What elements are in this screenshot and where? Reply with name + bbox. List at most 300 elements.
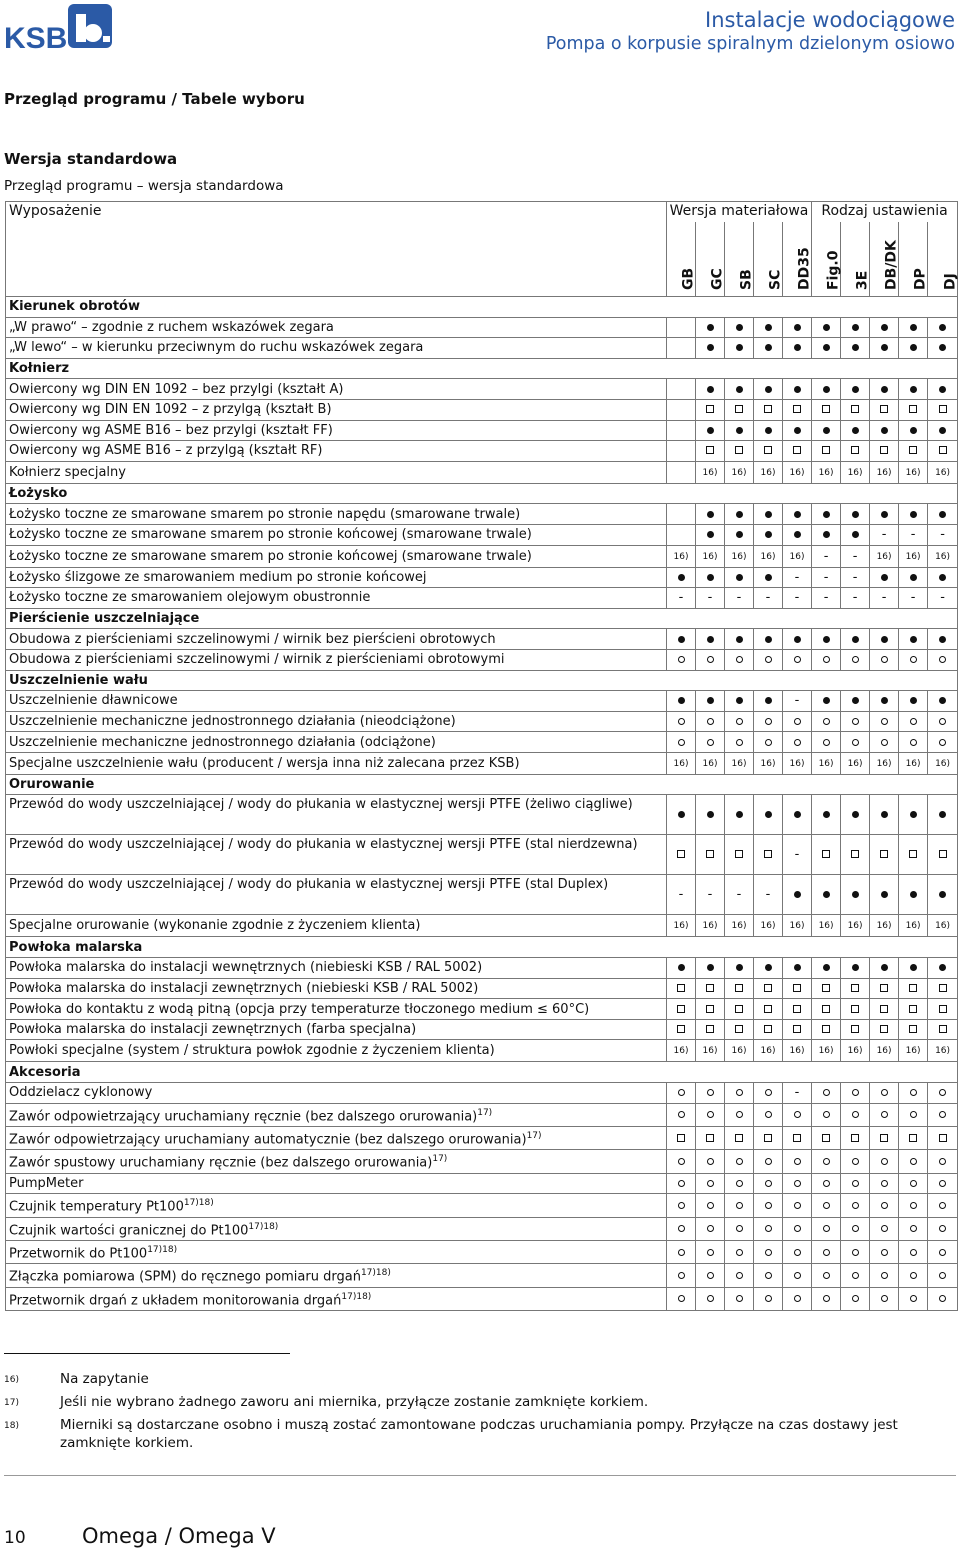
option-circle-icon bbox=[881, 656, 888, 663]
table-row bbox=[6, 1240, 958, 1263]
table-cell bbox=[870, 567, 899, 588]
table-cell bbox=[696, 441, 725, 462]
table-cell bbox=[725, 1173, 754, 1194]
table-cell bbox=[696, 317, 725, 338]
option-circle-icon bbox=[823, 1158, 830, 1165]
table-cell bbox=[696, 999, 725, 1020]
table-cell bbox=[754, 978, 783, 999]
table-cell bbox=[841, 752, 870, 774]
footnote-ref: 16) bbox=[876, 758, 892, 769]
table-cell bbox=[812, 1019, 841, 1040]
column-header bbox=[870, 222, 899, 297]
table-cell bbox=[725, 588, 754, 609]
standard-dot-icon bbox=[707, 964, 714, 971]
table-cell bbox=[667, 978, 696, 999]
option-square-icon bbox=[822, 984, 830, 992]
row-label-text: Kołnierz specjalny bbox=[9, 464, 126, 480]
column-header-label: DJ bbox=[942, 273, 959, 290]
not-available-dash: - bbox=[707, 887, 713, 903]
table-cell bbox=[812, 1150, 841, 1173]
table-cell bbox=[928, 795, 958, 835]
table-cell bbox=[812, 1103, 841, 1126]
category-row bbox=[6, 937, 958, 958]
option-square-icon bbox=[735, 405, 743, 413]
table-cell bbox=[812, 1083, 841, 1104]
table-cell bbox=[899, 1019, 928, 1040]
table-cell bbox=[928, 1287, 958, 1310]
option-circle-icon bbox=[736, 1180, 743, 1187]
standard-dot-icon bbox=[939, 344, 946, 351]
table-cell bbox=[841, 1240, 870, 1263]
table-cell bbox=[870, 1194, 899, 1217]
table-cell bbox=[899, 588, 928, 609]
table-cell bbox=[754, 545, 783, 567]
table-cell bbox=[899, 711, 928, 732]
standard-dot-icon bbox=[678, 697, 685, 704]
option-square-icon bbox=[909, 446, 917, 454]
table-cell bbox=[696, 399, 725, 420]
option-square-icon bbox=[939, 984, 947, 992]
row-label bbox=[6, 1040, 667, 1062]
option-square-icon bbox=[735, 1134, 743, 1142]
standard-dot-icon bbox=[823, 697, 830, 704]
table-cell bbox=[812, 1240, 841, 1263]
standard-dot-icon bbox=[765, 324, 772, 331]
footnote-number: 18) bbox=[4, 1421, 19, 1431]
table-cell bbox=[783, 795, 812, 835]
not-available-dash: - bbox=[765, 590, 771, 606]
table-cell bbox=[899, 379, 928, 400]
table-cell bbox=[841, 999, 870, 1020]
table-cell bbox=[783, 338, 812, 359]
table-cell bbox=[841, 524, 870, 545]
row-label bbox=[6, 835, 667, 875]
row-label-text: Pierścienie uszczelniające bbox=[9, 611, 200, 627]
option-circle-icon bbox=[910, 1249, 917, 1256]
table-cell bbox=[754, 1194, 783, 1217]
table-cell bbox=[870, 317, 899, 338]
table-cell bbox=[870, 835, 899, 875]
table-row bbox=[6, 978, 958, 999]
option-circle-icon bbox=[736, 1202, 743, 1209]
option-circle-icon bbox=[823, 718, 830, 725]
table-cell bbox=[928, 338, 958, 359]
table-cell bbox=[754, 504, 783, 525]
table-row bbox=[6, 711, 958, 732]
footnote-ref: 16) bbox=[673, 1046, 689, 1057]
table-cell bbox=[667, 1173, 696, 1194]
table-cell bbox=[812, 1173, 841, 1194]
option-square-icon bbox=[735, 1005, 743, 1013]
table-cell bbox=[870, 795, 899, 835]
table-cell bbox=[725, 317, 754, 338]
table-cell bbox=[783, 1287, 812, 1310]
table-cell bbox=[841, 1217, 870, 1240]
standard-dot-icon bbox=[939, 811, 946, 818]
option-circle-icon bbox=[765, 1295, 772, 1302]
option-circle-icon bbox=[910, 1295, 917, 1302]
footnote-ref: 16) bbox=[731, 1046, 747, 1057]
row-label bbox=[6, 999, 667, 1020]
column-header bbox=[841, 222, 870, 297]
option-circle-icon bbox=[765, 1158, 772, 1165]
table-cell bbox=[725, 379, 754, 400]
row-label bbox=[6, 795, 667, 835]
table-cell bbox=[870, 915, 899, 937]
not-available-dash: - bbox=[823, 548, 829, 564]
table-cell bbox=[754, 732, 783, 753]
not-available-dash: - bbox=[794, 1085, 800, 1101]
table-row bbox=[6, 1217, 958, 1240]
row-label bbox=[6, 875, 667, 915]
standard-dot-icon bbox=[707, 811, 714, 818]
row-label bbox=[6, 504, 667, 525]
table-cell bbox=[667, 732, 696, 753]
table-row bbox=[6, 835, 958, 875]
standard-dot-icon bbox=[736, 636, 743, 643]
option-circle-icon bbox=[794, 1158, 801, 1165]
standard-dot-icon bbox=[823, 891, 830, 898]
not-available-dash: - bbox=[794, 590, 800, 606]
table-cell bbox=[841, 958, 870, 979]
not-available-dash: - bbox=[794, 693, 800, 709]
table-cell bbox=[841, 795, 870, 835]
header-title: Instalacje wodociągowe bbox=[705, 8, 955, 32]
svg-text:KSB: KSB bbox=[4, 22, 68, 52]
option-square-icon bbox=[851, 1134, 859, 1142]
table-cell bbox=[783, 1126, 812, 1149]
footnote-ref: 16) bbox=[760, 921, 776, 932]
table-cell bbox=[899, 338, 928, 359]
table-cell bbox=[870, 649, 899, 670]
row-label bbox=[6, 1287, 667, 1310]
standard-dot-icon bbox=[707, 386, 714, 393]
row-label bbox=[6, 379, 667, 400]
table-cell bbox=[667, 649, 696, 670]
table-cell bbox=[812, 420, 841, 441]
option-circle-icon bbox=[707, 739, 714, 746]
standard-dot-icon bbox=[736, 697, 743, 704]
table-cell bbox=[870, 545, 899, 567]
row-label bbox=[6, 420, 667, 441]
table-cell bbox=[899, 732, 928, 753]
table-cell bbox=[841, 732, 870, 753]
table-cell bbox=[783, 732, 812, 753]
table-cell bbox=[783, 999, 812, 1020]
table-cell bbox=[696, 1150, 725, 1173]
table-cell bbox=[667, 1217, 696, 1240]
option-square-icon bbox=[822, 446, 830, 454]
standard-dot-icon bbox=[939, 511, 946, 518]
table-cell bbox=[841, 1173, 870, 1194]
footnote-ref: 16) bbox=[789, 551, 805, 562]
table-cell bbox=[812, 649, 841, 670]
table-cell bbox=[928, 711, 958, 732]
table-cell bbox=[667, 545, 696, 567]
table-cell bbox=[812, 752, 841, 774]
table-cell bbox=[928, 504, 958, 525]
option-square-icon bbox=[880, 1134, 888, 1142]
table-cell bbox=[783, 1240, 812, 1263]
table-cell bbox=[667, 999, 696, 1020]
option-square-icon bbox=[735, 446, 743, 454]
standard-dot-icon bbox=[736, 811, 743, 818]
category-row bbox=[6, 358, 958, 379]
row-label-text: Powłoka malarska do instalacji zewnętrznych (niebieski KSB / RAL 5002) bbox=[9, 980, 479, 996]
table-row bbox=[6, 1173, 958, 1194]
section-title: Przegląd programu / Tabele wyboru bbox=[4, 90, 305, 108]
table-cell bbox=[783, 399, 812, 420]
standard-dot-icon bbox=[881, 427, 888, 434]
table-cell bbox=[812, 835, 841, 875]
table-cell bbox=[754, 1287, 783, 1310]
table-cell bbox=[725, 1194, 754, 1217]
row-label-text: Złączka pomiarowa (SPM) do ręcznego pomiaru drgań bbox=[9, 1269, 361, 1285]
footnote-ref: 16) bbox=[818, 758, 834, 769]
row-label bbox=[6, 338, 667, 359]
standard-dot-icon bbox=[881, 574, 888, 581]
table-cell bbox=[870, 752, 899, 774]
table-cell bbox=[928, 915, 958, 937]
column-header bbox=[667, 222, 696, 297]
table-cell bbox=[696, 379, 725, 400]
table-cell bbox=[899, 915, 928, 937]
option-circle-icon bbox=[881, 1225, 888, 1232]
option-circle-icon bbox=[823, 1111, 830, 1118]
table-cell bbox=[899, 875, 928, 915]
table-cell bbox=[841, 461, 870, 483]
standard-dot-icon bbox=[910, 511, 917, 518]
table-cell bbox=[928, 875, 958, 915]
table-cell bbox=[754, 588, 783, 609]
option-circle-icon bbox=[823, 1272, 830, 1279]
standard-dot-icon bbox=[678, 636, 685, 643]
table-cell bbox=[812, 317, 841, 338]
standard-dot-icon bbox=[823, 427, 830, 434]
table-cell bbox=[841, 1083, 870, 1104]
table-cell bbox=[725, 1126, 754, 1149]
table-row bbox=[6, 752, 958, 774]
option-circle-icon bbox=[823, 1202, 830, 1209]
table-cell bbox=[725, 524, 754, 545]
standard-dot-icon bbox=[707, 511, 714, 518]
row-label bbox=[6, 1103, 667, 1126]
standard-dot-icon bbox=[910, 386, 917, 393]
footnote-ref: 16) bbox=[673, 551, 689, 562]
footnote-text: Na zapytanie bbox=[60, 1371, 149, 1387]
column-header bbox=[899, 222, 928, 297]
option-circle-icon bbox=[823, 739, 830, 746]
not-available-dash: - bbox=[707, 590, 713, 606]
table-cell bbox=[667, 1264, 696, 1287]
table-cell bbox=[783, 567, 812, 588]
table-cell bbox=[754, 441, 783, 462]
option-square-icon bbox=[851, 984, 859, 992]
option-square-icon bbox=[793, 446, 801, 454]
table-cell bbox=[696, 711, 725, 732]
table-cell bbox=[754, 338, 783, 359]
footnote-ref: 16) bbox=[789, 758, 805, 769]
option-circle-icon bbox=[852, 1202, 859, 1209]
table-cell bbox=[870, 629, 899, 650]
footnote-ref: 16) bbox=[702, 758, 718, 769]
footnote-sup: 17) bbox=[477, 1107, 493, 1118]
standard-dot-icon bbox=[736, 324, 743, 331]
table-cell bbox=[899, 649, 928, 670]
table-cell bbox=[928, 1264, 958, 1287]
table-cell bbox=[928, 978, 958, 999]
table-cell bbox=[667, 691, 696, 712]
option-circle-icon bbox=[881, 1202, 888, 1209]
row-label-text: Powłoka malarska do instalacji wewnętrznych (niebieski KSB / RAL 5002) bbox=[9, 960, 483, 976]
table-cell bbox=[812, 915, 841, 937]
column-header-label: Fig.0 bbox=[825, 250, 842, 290]
table-cell bbox=[754, 1019, 783, 1040]
table-cell bbox=[667, 915, 696, 937]
table-cell bbox=[899, 1040, 928, 1062]
table-cell bbox=[841, 875, 870, 915]
row-label-text: Zawór odpowietrzający uruchamiany ręcznie (bez dalszego orurowania) bbox=[9, 1108, 478, 1124]
table-cell bbox=[899, 795, 928, 835]
footnote-ref: 16) bbox=[876, 1046, 892, 1057]
option-square-icon bbox=[706, 850, 714, 858]
not-available-dash: - bbox=[823, 569, 829, 585]
table-cell bbox=[870, 1083, 899, 1104]
option-circle-icon bbox=[939, 1225, 946, 1232]
option-circle-icon bbox=[736, 1225, 743, 1232]
footnote-sup: 17)18) bbox=[360, 1268, 391, 1279]
footnote-number: 16) bbox=[4, 1375, 19, 1385]
option-circle-icon bbox=[823, 1089, 830, 1096]
table-cell bbox=[754, 999, 783, 1020]
row-label-text: Akcesoria bbox=[9, 1064, 81, 1080]
option-circle-icon bbox=[678, 1180, 685, 1187]
table-cell bbox=[899, 1150, 928, 1173]
option-circle-icon bbox=[910, 739, 917, 746]
row-label bbox=[6, 545, 667, 567]
footnote-sup: 17) bbox=[526, 1130, 542, 1141]
option-square-icon bbox=[909, 1005, 917, 1013]
row-label bbox=[6, 1264, 667, 1287]
option-square-icon bbox=[764, 1005, 772, 1013]
not-available-dash: - bbox=[794, 847, 800, 863]
option-square-icon bbox=[706, 446, 714, 454]
table-cell bbox=[928, 691, 958, 712]
not-available-dash: - bbox=[940, 590, 945, 606]
table-cell bbox=[899, 835, 928, 875]
table-row bbox=[6, 567, 958, 588]
option-circle-icon bbox=[707, 1111, 714, 1118]
option-circle-icon bbox=[939, 1158, 946, 1165]
option-circle-icon bbox=[707, 1249, 714, 1256]
option-square-icon bbox=[706, 984, 714, 992]
standard-dot-icon bbox=[852, 344, 859, 351]
standard-dot-icon bbox=[823, 324, 830, 331]
table-cell bbox=[667, 338, 696, 359]
footnote-ref: 16) bbox=[673, 921, 689, 932]
table-cell bbox=[812, 978, 841, 999]
option-circle-icon bbox=[852, 739, 859, 746]
column-header bbox=[754, 222, 783, 297]
table-cell bbox=[725, 1240, 754, 1263]
standard-dot-icon bbox=[939, 574, 946, 581]
row-label-text: Powłoka do kontaktu z wodą pitną (opcja przy temperaturze tłoczonego medium ≤ 60°C) bbox=[9, 1001, 590, 1017]
column-header-label: DB/DK bbox=[883, 240, 900, 290]
category-label bbox=[6, 774, 958, 795]
table-cell bbox=[783, 379, 812, 400]
standard-dot-icon bbox=[678, 964, 685, 971]
option-circle-icon bbox=[707, 1158, 714, 1165]
standard-dot-icon bbox=[707, 697, 714, 704]
table-cell bbox=[812, 399, 841, 420]
table-cell bbox=[812, 461, 841, 483]
table-cell bbox=[899, 461, 928, 483]
row-label-text: Przewód do wody uszczelniającej / wody do płukania w elastycznej wersji PTFE (żeliwo ciągliwe) bbox=[9, 797, 633, 813]
table-row bbox=[6, 420, 958, 441]
table-cell bbox=[725, 649, 754, 670]
table-cell bbox=[783, 1040, 812, 1062]
table-cell bbox=[725, 795, 754, 835]
option-square-icon bbox=[677, 1025, 685, 1033]
option-square-icon bbox=[851, 850, 859, 858]
footnote-rule bbox=[4, 1353, 290, 1354]
option-square-icon bbox=[706, 405, 714, 413]
table-cell bbox=[725, 567, 754, 588]
option-circle-icon bbox=[794, 1111, 801, 1118]
footnote-text: Mierniki są dostarczane osobno i muszą zostać zamontowane podczas uruchamiania pompy. Przyłącze na czas dostawy jest zamknięte korkiem. bbox=[60, 1417, 898, 1451]
table-cell bbox=[928, 1173, 958, 1194]
table-cell bbox=[841, 1103, 870, 1126]
table-cell bbox=[725, 1083, 754, 1104]
row-label bbox=[6, 567, 667, 588]
option-square-icon bbox=[793, 1134, 801, 1142]
table-cell bbox=[812, 795, 841, 835]
standard-dot-icon bbox=[881, 964, 888, 971]
table-cell bbox=[754, 1103, 783, 1126]
table-cell bbox=[754, 461, 783, 483]
standard-dot-icon bbox=[852, 386, 859, 393]
table-cell bbox=[754, 1173, 783, 1194]
table-row bbox=[6, 732, 958, 753]
table-cell bbox=[841, 588, 870, 609]
option-circle-icon bbox=[910, 1180, 917, 1187]
row-label-text: Powłoki specjalne (system / struktura powłok zgodnie z życzeniem klienta) bbox=[9, 1043, 495, 1059]
table-cell bbox=[928, 379, 958, 400]
table-cell bbox=[725, 835, 754, 875]
table-cell bbox=[783, 691, 812, 712]
table-cell bbox=[870, 441, 899, 462]
standard-dot-icon bbox=[852, 811, 859, 818]
table-cell bbox=[928, 545, 958, 567]
table-cell bbox=[783, 958, 812, 979]
table-cell bbox=[725, 504, 754, 525]
table-cell bbox=[783, 1150, 812, 1173]
table-cell bbox=[783, 1264, 812, 1287]
category-label bbox=[6, 297, 958, 318]
category-label bbox=[6, 483, 958, 504]
table-cell bbox=[667, 1287, 696, 1310]
table-cell bbox=[899, 504, 928, 525]
table-cell bbox=[754, 1040, 783, 1062]
row-label bbox=[6, 629, 667, 650]
option-square-icon bbox=[880, 984, 888, 992]
table-cell bbox=[870, 711, 899, 732]
table-cell bbox=[696, 1040, 725, 1062]
table-cell bbox=[841, 1264, 870, 1287]
table-cell bbox=[928, 629, 958, 650]
table-cell bbox=[667, 461, 696, 483]
footnote-ref: 16) bbox=[731, 758, 747, 769]
